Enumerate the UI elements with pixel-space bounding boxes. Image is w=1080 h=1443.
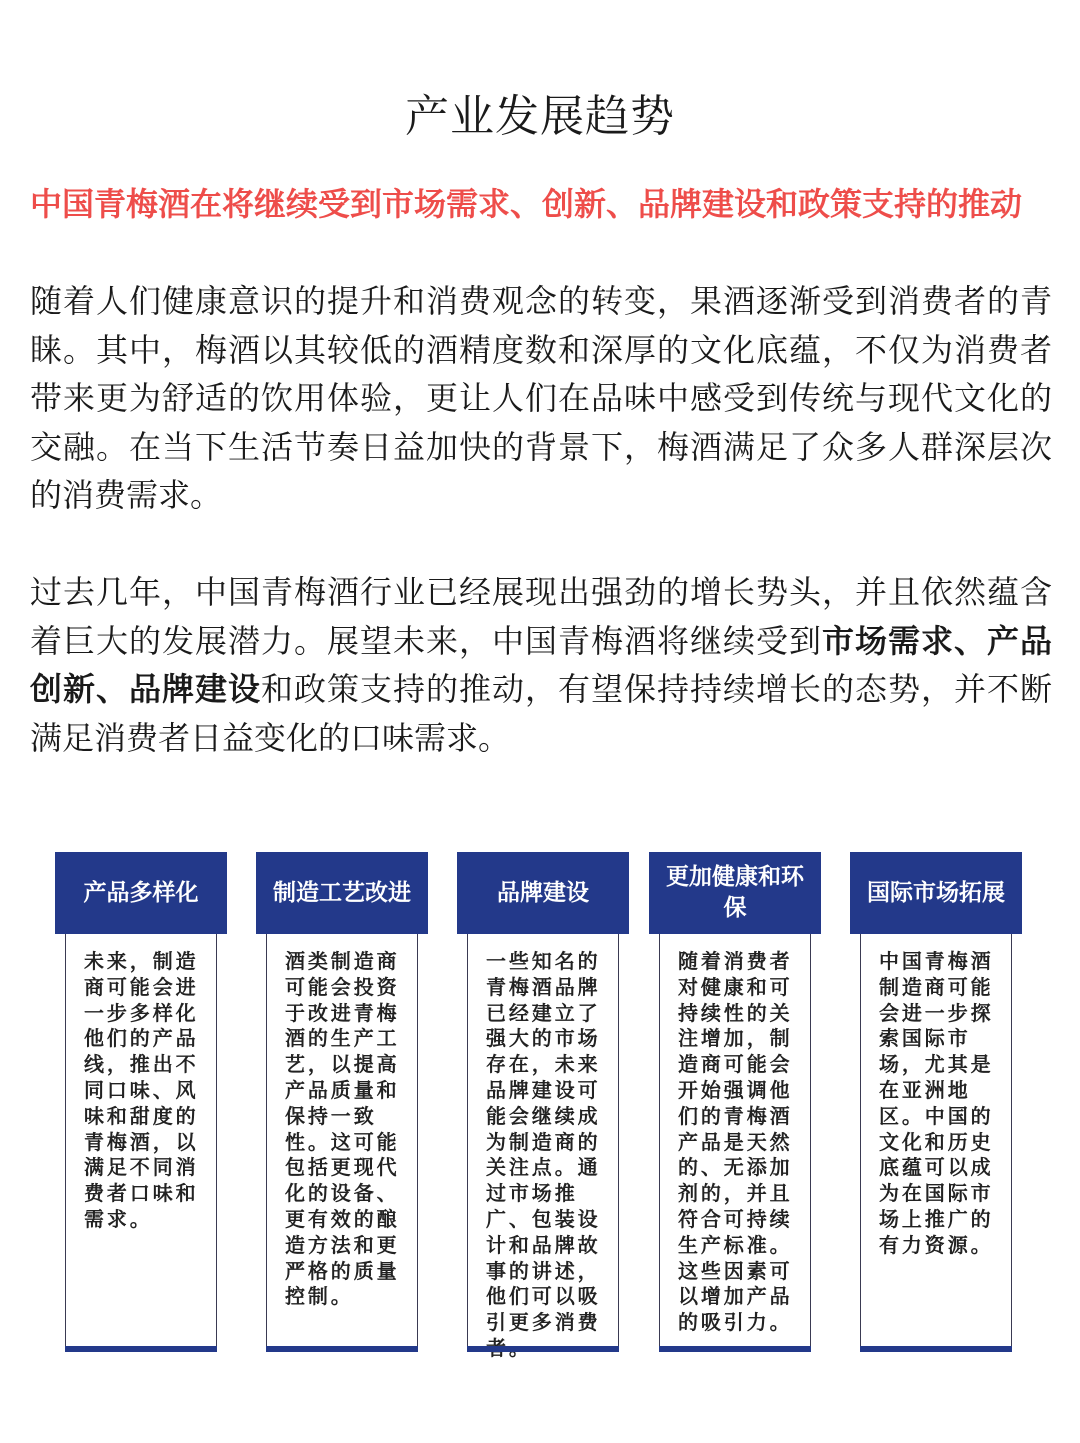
card-title: 更加健康和环保 xyxy=(649,852,821,934)
paragraph-1: 随着人们健康意识的提升和消费观念的转变，果酒逐渐受到消费者的青睐。其中，梅酒以其较低的酒精度数和深厚的文化底蕴，不仅为消费者带来更为舒适的饮用体验，更让人们在品味中感受到传统与现代文化的交融。在当下生活节奏日益加快的背景下，梅酒满足了众多人群深层次的消费需求。 xyxy=(30,282,1052,514)
trend-card-process-improvement xyxy=(256,852,428,1352)
paragraph-2-part-2: 和政策支持的推动，有望保持持续增长的态势，并不断满足消费者日益变化的口味需求。 xyxy=(30,670,1052,757)
card-body xyxy=(65,934,217,1347)
trend-card-brand-building xyxy=(457,852,629,1352)
card-title: 品牌建设 xyxy=(457,852,629,934)
card-text: 中国青梅酒制造商可能会进一步探索国际市场，尤其是在亚洲地区。中国的文化和历史底蕴可以成为在国际市场上推广的有力资源。 xyxy=(879,949,994,1257)
section-heading: 中国青梅酒在将继续受到市场需求、创新、品牌建设和政策支持的推动 xyxy=(30,185,1023,223)
card-title: 产品多样化 xyxy=(55,852,227,934)
card-text: 未来，制造商可能会进一步多样化他们的产品线，推出不同口味、风味和甜度的青梅酒，以满足不同消费者口味和需求。 xyxy=(84,949,199,1231)
card-footer-bar xyxy=(266,1346,418,1352)
trend-card-international-expansion xyxy=(850,852,1022,1352)
card-footer-bar xyxy=(467,1346,619,1352)
paragraph-2 xyxy=(30,568,1052,762)
card-title: 制造工艺改进 xyxy=(256,852,428,934)
card-footer-bar xyxy=(65,1346,217,1352)
page-title: 产业发展趋势 xyxy=(405,91,675,142)
trend-card-health-environment xyxy=(649,852,821,1352)
paragraph-2-part-1: 过去几年，中国青梅酒行业已经展现出强劲的增长势头，并且依然蕴含着巨大的发展潜力。展望未来，中国青梅酒将继续受到 xyxy=(30,573,1052,660)
card-body xyxy=(659,934,811,1347)
card-title: 国际市场拓展 xyxy=(850,852,1022,934)
card-text: 随着消费者对健康和可持续性的关注增加，制造商可能会开始强调他们的青梅酒产品是天然的、无添加剂的，并且符合可持续生产标准。这些因素可以增加产品的吸引力。 xyxy=(678,949,793,1335)
card-footer-bar xyxy=(860,1346,1012,1352)
trend-card-product-diversity xyxy=(55,852,227,1352)
card-body xyxy=(467,934,619,1347)
card-text: 酒类制造商可能会投资于改进青梅酒的生产工艺，以提高产品质量和保持一致性。这可能包括更现代化的设备、更有效的酿造方法和更严格的质量控制。 xyxy=(285,949,400,1309)
card-footer-bar xyxy=(659,1346,811,1352)
card-body xyxy=(860,934,1012,1347)
card-text: 一些知名的青梅酒品牌已经建立了强大的市场存在，未来品牌建设可能会继续成为制造商的关注点。通过市场推广、包装设计和品牌故事的讲述，他们可以吸引更多消费 xyxy=(486,949,601,1335)
card-body xyxy=(266,934,418,1347)
paragraph-2-bold: 市场需求、产品创新、品牌建设 xyxy=(30,621,1052,708)
